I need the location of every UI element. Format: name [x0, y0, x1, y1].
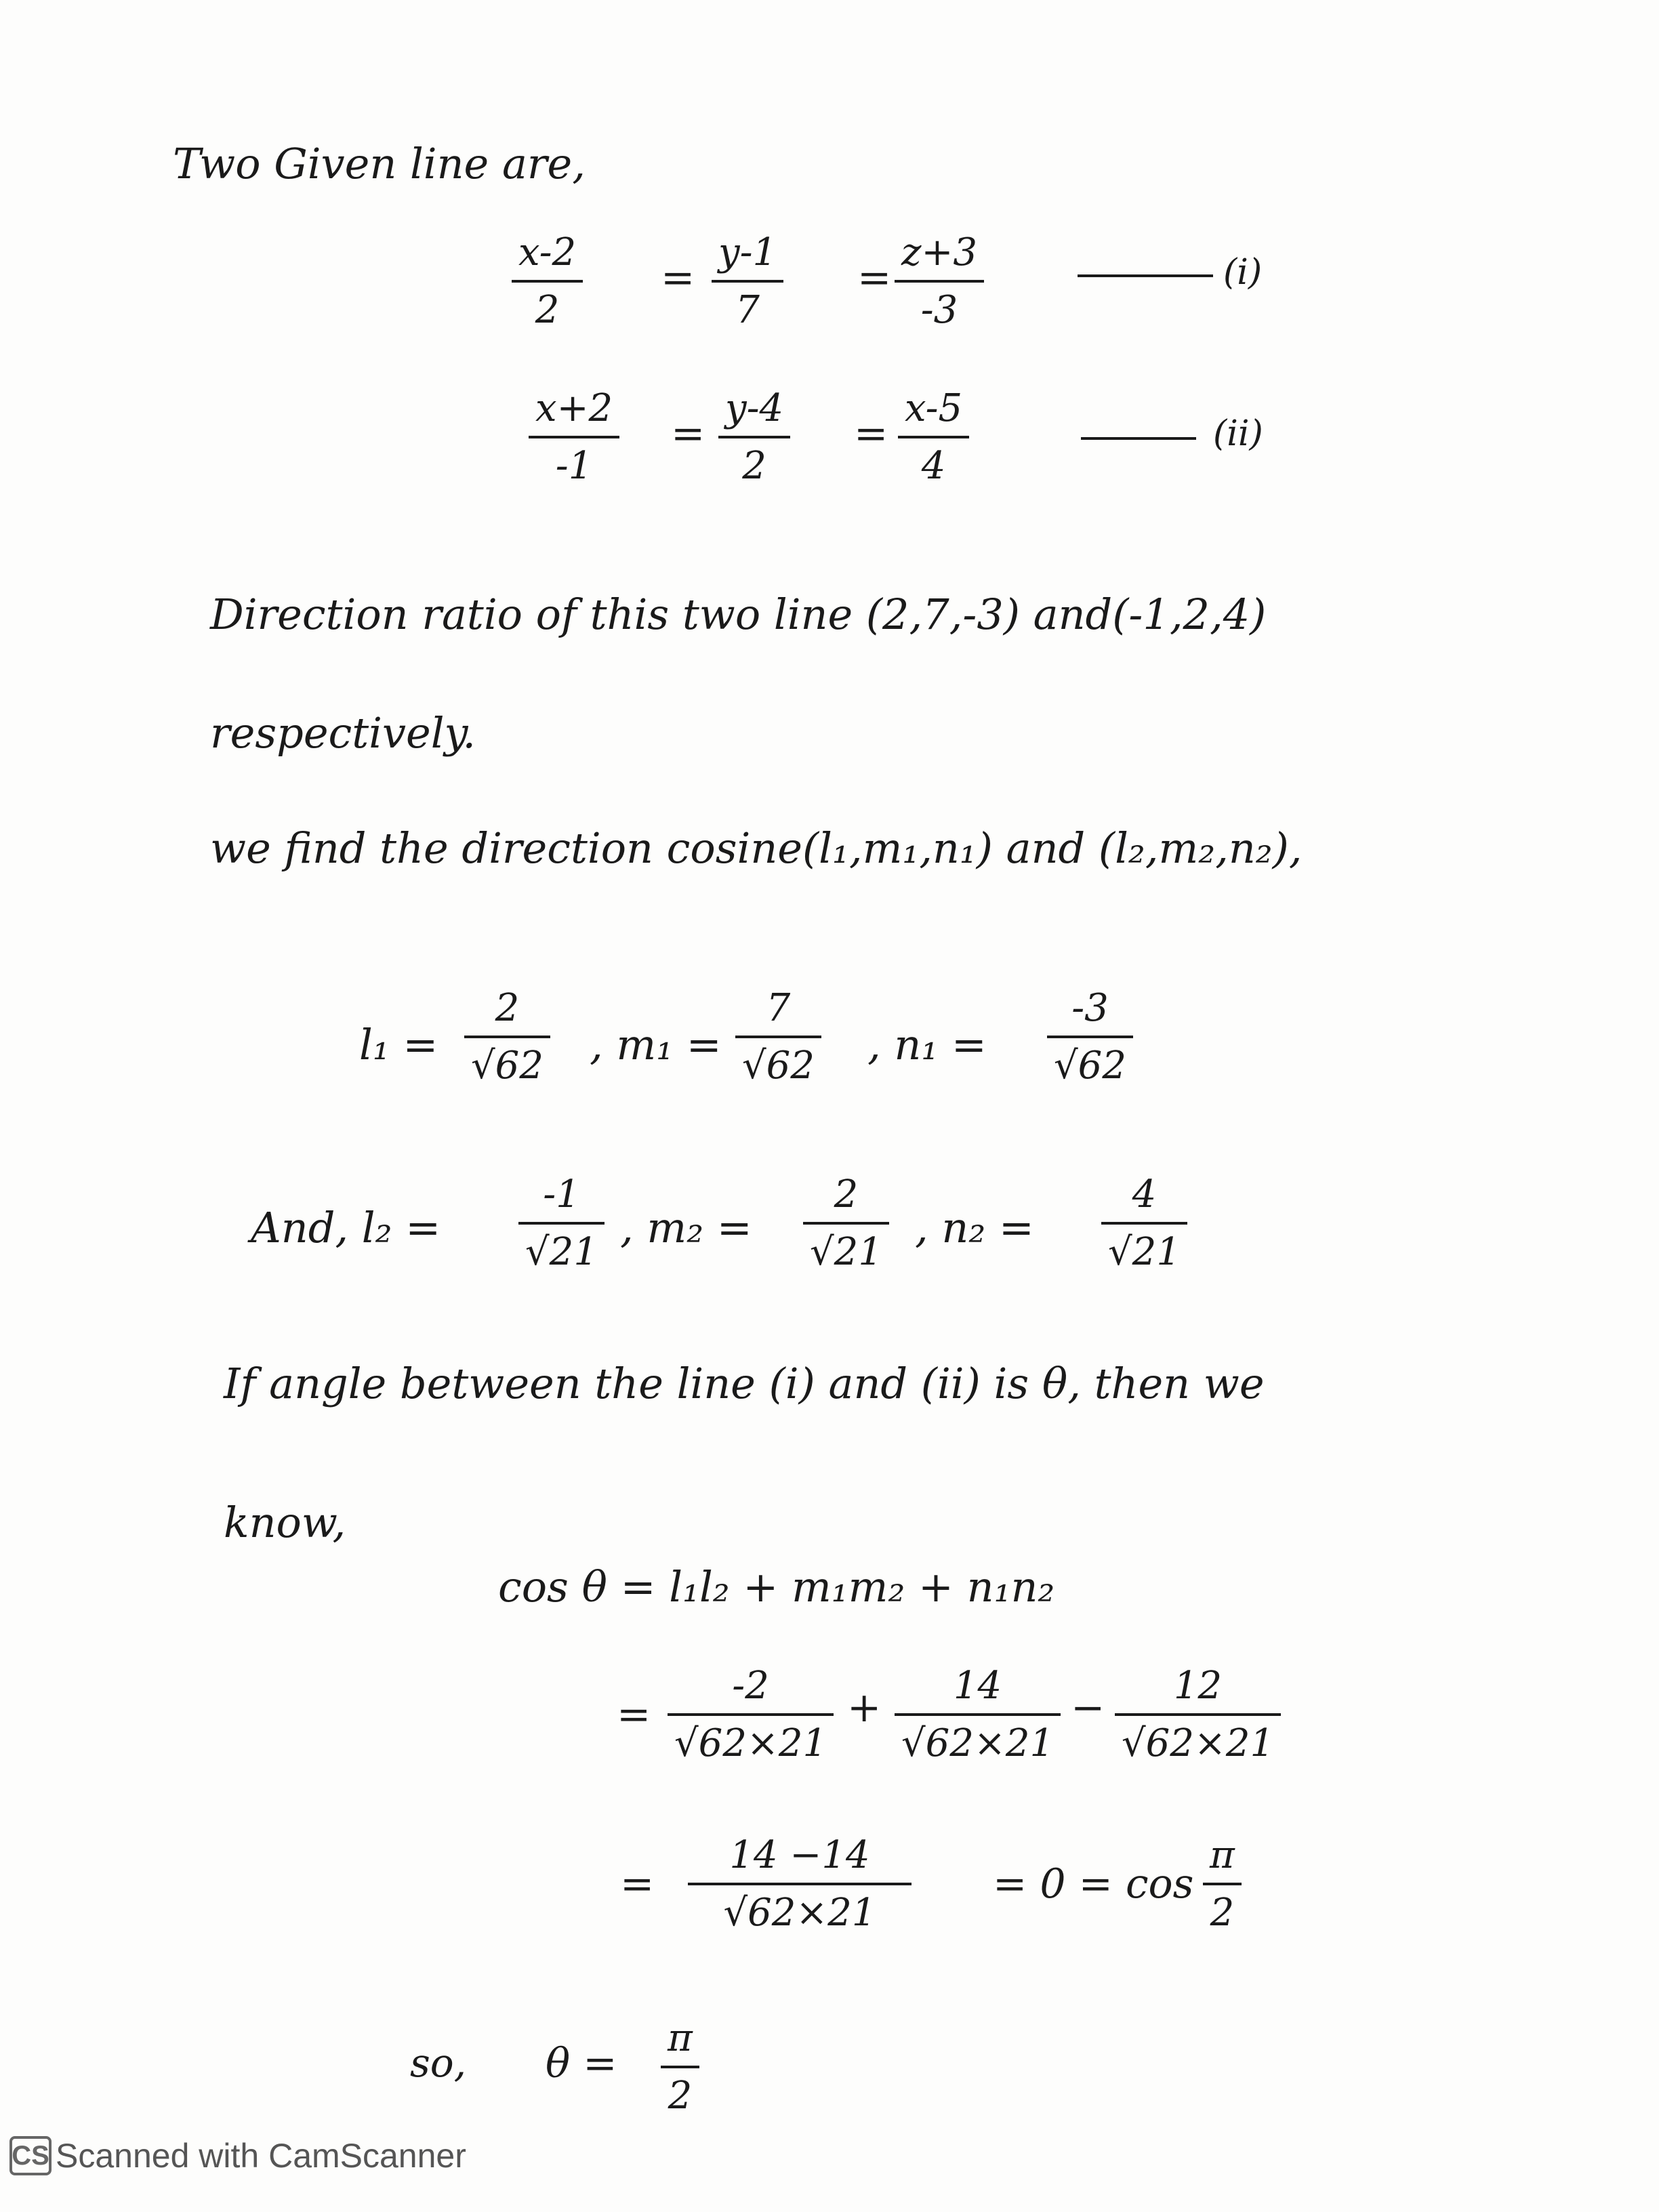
- eq2-x-denominator: -1: [555, 444, 593, 488]
- label-dash: [1078, 274, 1213, 277]
- label-dash: [1081, 437, 1196, 440]
- dc1-l-label: l₁ =: [359, 1020, 438, 1069]
- ratio-text-line1: Direction ratio of this two line (2,7,-3) and(-1,2,4): [210, 590, 1267, 639]
- eq1-y-numerator: y-1: [718, 230, 777, 274]
- eq1-z-numerator: z+3: [901, 230, 978, 274]
- eq2-z-denominator: 4: [921, 444, 946, 488]
- eq1-fraction-x: [512, 230, 583, 332]
- angle-text-line1: If angle between the line (i) and (ii) is θ, then we: [224, 1359, 1265, 1408]
- step1-term3-numerator: 12: [1173, 1664, 1223, 1708]
- dc2-n-denominator: √21: [1108, 1230, 1181, 1274]
- step1-term1-numerator: -2: [732, 1664, 769, 1708]
- dc2-l-denominator: √21: [525, 1230, 598, 1274]
- dc1-l-fraction: [464, 986, 550, 1088]
- eq2-fraction-x: [529, 386, 619, 488]
- step1-term3-denominator: √62×21: [1122, 1721, 1275, 1765]
- dc2-n-label: , n₂ =: [915, 1203, 1034, 1252]
- ratio-text-line2: respectively.: [210, 708, 476, 758]
- eq2-fraction-z: [898, 386, 969, 488]
- eq1-fraction-y: [712, 230, 783, 332]
- step1-term2: [895, 1664, 1061, 1765]
- eq2-y-denominator: 2: [742, 444, 766, 488]
- dc2-l-numerator: -1: [543, 1172, 580, 1216]
- camscanner-logo-icon: CS: [9, 2136, 52, 2175]
- step2-denominator: √62×21: [723, 1891, 876, 1935]
- equals-sign: =: [671, 410, 705, 457]
- intro-text: Two Given line are,: [173, 139, 586, 188]
- dc2-m-label: , m₂ =: [620, 1203, 752, 1252]
- dc2-m-fraction: [803, 1172, 889, 1274]
- dc1-m-label: , m₁ =: [590, 1020, 722, 1069]
- step2-pi-fraction: [1203, 1833, 1242, 1935]
- eq1-z-denominator: -3: [920, 288, 958, 332]
- cos-formula: cos θ = l₁l₂ + m₁m₂ + n₁n₂: [498, 1562, 1055, 1612]
- dc2-l-fraction: [518, 1172, 605, 1274]
- eq2-y-numerator: y-4: [725, 386, 784, 430]
- step2-result: = 0 = cos: [993, 1860, 1194, 1908]
- dc2-prefix: And, l₂ =: [251, 1203, 441, 1252]
- dc2-m-numerator: 2: [834, 1172, 859, 1216]
- dc2-n-numerator: 4: [1132, 1172, 1157, 1216]
- dc1-n-numerator: -3: [1071, 986, 1109, 1030]
- dc2-n-fraction: [1101, 1172, 1187, 1274]
- dc1-n-label: , n₁ =: [867, 1020, 987, 1069]
- step2-pi-denominator: 2: [1210, 1891, 1235, 1935]
- equals-sign: =: [661, 254, 695, 302]
- dc1-m-fraction: [735, 986, 821, 1088]
- step2-fraction: [688, 1833, 912, 1935]
- equals-sign: =: [854, 410, 888, 457]
- step1-term1-denominator: √62×21: [674, 1721, 827, 1765]
- step1-term2-numerator: 14: [953, 1664, 1002, 1708]
- equals-sign: =: [857, 254, 892, 302]
- dc1-l-numerator: 2: [495, 986, 520, 1030]
- conclusion-pi-numerator: π: [668, 2016, 693, 2060]
- cosine-text: we find the direction cosine(l₁,m₁,n₁) and (l₂,m₂,n₂),: [210, 823, 1303, 873]
- conclusion-pi-denominator: 2: [668, 2074, 693, 2118]
- dc1-n-fraction: [1047, 986, 1133, 1088]
- minus-sign: −: [1071, 1684, 1105, 1732]
- dc1-l-denominator: √62: [471, 1044, 544, 1088]
- equals-sign: =: [620, 1860, 655, 1908]
- eq2-label: (ii): [1213, 413, 1263, 454]
- eq1-x-numerator: x-2: [518, 230, 577, 274]
- conclusion-theta: θ =: [546, 2040, 617, 2087]
- conclusion-pi-fraction: [661, 2016, 699, 2118]
- equals-sign: =: [617, 1691, 651, 1738]
- dc2-m-denominator: √21: [810, 1230, 882, 1274]
- angle-text-line2: know,: [224, 1498, 346, 1547]
- eq2-z-numerator: x-5: [905, 386, 963, 430]
- step1-term1: [668, 1664, 834, 1765]
- eq1-fraction-z: [895, 230, 984, 332]
- step2-pi-numerator: π: [1210, 1833, 1235, 1877]
- eq1-label: (i): [1223, 252, 1263, 293]
- dc1-m-numerator: 7: [766, 986, 791, 1030]
- dc1-n-denominator: √62: [1054, 1044, 1126, 1088]
- eq2-fraction-y: [718, 386, 790, 488]
- step1-term2-denominator: √62×21: [901, 1721, 1054, 1765]
- dc1-m-denominator: √62: [742, 1044, 815, 1088]
- eq1-y-denominator: 7: [735, 288, 760, 332]
- camscanner-watermark: [9, 2136, 466, 2175]
- conclusion-so: so,: [410, 2040, 467, 2086]
- plus-sign: +: [847, 1684, 882, 1732]
- eq1-x-denominator: 2: [535, 288, 560, 332]
- eq2-x-numerator: x+2: [535, 386, 613, 430]
- watermark-text: Scanned with CamScanner: [56, 2137, 466, 2175]
- step2-numerator: 14 −14: [729, 1833, 870, 1877]
- step1-term3: [1115, 1664, 1281, 1765]
